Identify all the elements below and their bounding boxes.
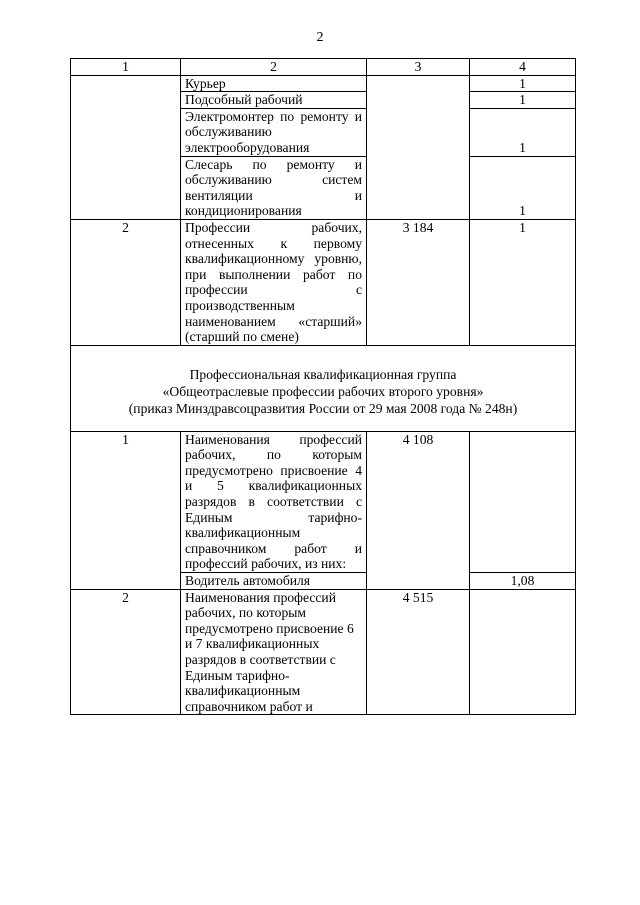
group-order: (приказ Минздравсоцразвития России от 29 мая 2008 года № 248н) — [128, 400, 518, 416]
qualification-level: 2 — [71, 219, 181, 345]
table-header-row — [71, 59, 576, 76]
salary-cell — [367, 75, 470, 219]
salary-value: 4 515 — [367, 589, 470, 715]
profession-name: Подсобный рабочий — [181, 92, 367, 109]
column-header: 1 — [71, 59, 181, 76]
group-header-row — [71, 345, 576, 431]
salary-value: 4 108 — [367, 431, 470, 589]
group-title: Профессиональная квалификационная группа — [189, 366, 457, 382]
level-description: Профессии рабочих, отнесенных к первому квалификационному уровню, при выполнении работ по профессии с производственным наименованием «старший» (старший по смене) — [181, 219, 367, 345]
group-name: «Общеотраслевые профессии рабочих второго уровня» — [162, 383, 484, 399]
coefficient-empty — [470, 589, 576, 715]
coefficient: 1,08 — [470, 573, 576, 590]
table-row — [71, 75, 576, 92]
coefficient-empty — [470, 431, 576, 572]
table-row — [71, 219, 576, 345]
column-header: 2 — [181, 59, 367, 76]
salary-table — [70, 58, 576, 715]
column-header: 4 — [470, 59, 576, 76]
profession-name: Водитель автомобиля — [181, 573, 367, 590]
coefficient: 1 — [470, 219, 576, 345]
qualification-level: 1 — [71, 431, 181, 589]
coefficient: 1 — [470, 156, 576, 219]
qualification-level: 2 — [71, 589, 181, 715]
level-description: Наименования профессий рабочих, по которым предусмотрено присвоение 6 и 7 квалификационных разрядов в соответствии с Единым тарифно-квалификационным справочником работ и — [181, 589, 367, 715]
profession-name: Курьер — [181, 75, 367, 92]
salary-value: 3 184 — [367, 219, 470, 345]
column-header: 3 — [367, 59, 470, 76]
table-row — [71, 589, 576, 715]
profession-name: Электромонтер по ремонту и обслуживанию электрооборудования — [181, 108, 367, 156]
table-row — [71, 431, 576, 572]
group-heading — [71, 345, 576, 431]
profession-name: Слесарь по ремонту и обслуживанию систем вентиляции и кондиционирования — [181, 156, 367, 219]
coefficient: 1 — [470, 92, 576, 109]
level-cell — [71, 75, 181, 219]
coefficient: 1 — [470, 108, 576, 156]
page-number: 2 — [316, 30, 324, 45]
level-description: Наименования профессий рабочих, по которым предусмотрено присвоение 4 и 5 квалификационных разрядов в соответствии с Единым тарифно-квалификационным справочником работ и профессий рабочих, из них: — [181, 431, 367, 572]
coefficient: 1 — [470, 75, 576, 92]
